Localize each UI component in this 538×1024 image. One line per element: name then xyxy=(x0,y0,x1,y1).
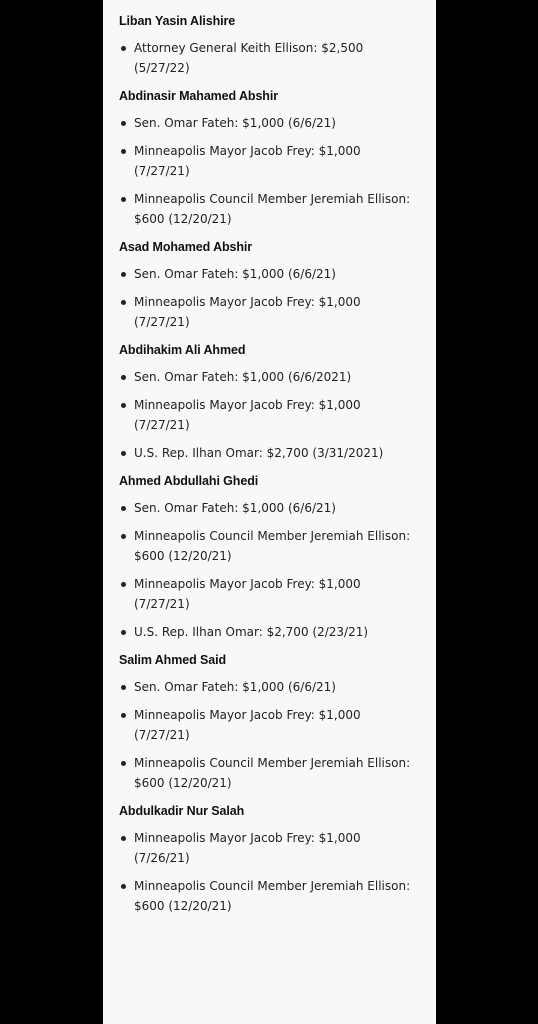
donation-item xyxy=(119,705,436,745)
article-page xyxy=(103,0,436,1024)
donation-item xyxy=(119,395,436,435)
donation-text: U.S. Rep. Ilhan Omar: $2,700 (2/23/21) xyxy=(134,625,369,639)
donation-text: (7/26/21) xyxy=(134,851,190,865)
donor-name: Asad Mohamed Abshir xyxy=(119,240,253,254)
donation-item xyxy=(119,38,436,78)
donation-text: Minneapolis Council Member Jeremiah Ellison: xyxy=(134,529,411,543)
donation-list xyxy=(119,38,436,78)
donor-name: Salim Ahmed Said xyxy=(119,653,226,667)
donation-item xyxy=(119,113,436,133)
donation-text: Minneapolis Council Member Jeremiah Ellison: xyxy=(134,879,411,893)
donation-text: $600 (12/20/21) xyxy=(134,549,232,563)
donation-item xyxy=(119,574,436,614)
donation-text: (5/27/22) xyxy=(134,61,190,75)
donation-item xyxy=(119,622,436,642)
donation-list xyxy=(119,498,436,642)
donation-list xyxy=(119,113,436,229)
donation-item xyxy=(119,367,436,387)
donation-text: $600 (12/20/21) xyxy=(134,212,232,226)
donor-block xyxy=(119,343,436,463)
donation-text: Sen. Omar Fateh: $1,000 (6/6/21) xyxy=(134,680,336,694)
donation-list xyxy=(119,367,436,463)
donation-item xyxy=(119,876,436,916)
donation-item xyxy=(119,753,436,793)
donor-name: Abdinasir Mahamed Abshir xyxy=(119,89,278,103)
donation-text: Sen. Omar Fateh: $1,000 (6/6/21) xyxy=(134,267,336,281)
donor-block xyxy=(119,14,436,78)
donor-name: Abdihakim Ali Ahmed xyxy=(119,343,246,357)
donor-block xyxy=(119,474,436,642)
donation-text: $600 (12/20/21) xyxy=(134,776,232,790)
donation-text: U.S. Rep. Ilhan Omar: $2,700 (3/31/2021) xyxy=(134,446,384,460)
donation-text: Minneapolis Mayor Jacob Frey: $1,000 xyxy=(134,708,361,722)
donation-text: Minneapolis Council Member Jeremiah Ellison: xyxy=(134,756,411,770)
donor-name: Abdulkadir Nur Salah xyxy=(119,804,245,818)
donation-list xyxy=(119,264,436,332)
donation-item xyxy=(119,189,436,229)
donation-text: Minneapolis Mayor Jacob Frey: $1,000 xyxy=(134,295,361,309)
donation-text: (7/27/21) xyxy=(134,315,190,329)
donation-text: Sen. Omar Fateh: $1,000 (6/6/21) xyxy=(134,501,336,515)
donation-text: Minneapolis Mayor Jacob Frey: $1,000 xyxy=(134,577,361,591)
donation-text: Attorney General Keith Ellison: $2,500 xyxy=(134,41,364,55)
donor-block xyxy=(119,89,436,229)
donation-text: Sen. Omar Fateh: $1,000 (6/6/21) xyxy=(134,116,336,130)
donation-item xyxy=(119,264,436,284)
donation-text: Minneapolis Mayor Jacob Frey: $1,000 xyxy=(134,398,361,412)
donation-item xyxy=(119,498,436,518)
donation-item xyxy=(119,443,436,463)
donation-text: Minneapolis Council Member Jeremiah Ellison: xyxy=(134,192,411,206)
donor-name: Liban Yasin Alishire xyxy=(119,14,236,28)
donation-list xyxy=(119,828,436,916)
donation-text: $600 (12/20/21) xyxy=(134,899,232,913)
donor-block xyxy=(119,653,436,793)
donation-text: Sen. Omar Fateh: $1,000 (6/6/2021) xyxy=(134,370,352,384)
donation-text: Minneapolis Mayor Jacob Frey: $1,000 xyxy=(134,144,361,158)
donation-item xyxy=(119,141,436,181)
donation-text: (7/27/21) xyxy=(134,597,190,611)
donation-item xyxy=(119,828,436,868)
donation-item xyxy=(119,526,436,566)
donation-item xyxy=(119,292,436,332)
donation-list xyxy=(119,677,436,793)
donor-list xyxy=(103,0,436,916)
donation-text: (7/27/21) xyxy=(134,418,190,432)
donor-name: Ahmed Abdullahi Ghedi xyxy=(119,474,259,488)
donation-text: (7/27/21) xyxy=(134,728,190,742)
donation-item xyxy=(119,677,436,697)
donation-text: Minneapolis Mayor Jacob Frey: $1,000 xyxy=(134,831,361,845)
donor-block xyxy=(119,240,436,332)
donation-text: (7/27/21) xyxy=(134,164,190,178)
donor-block xyxy=(119,804,436,916)
